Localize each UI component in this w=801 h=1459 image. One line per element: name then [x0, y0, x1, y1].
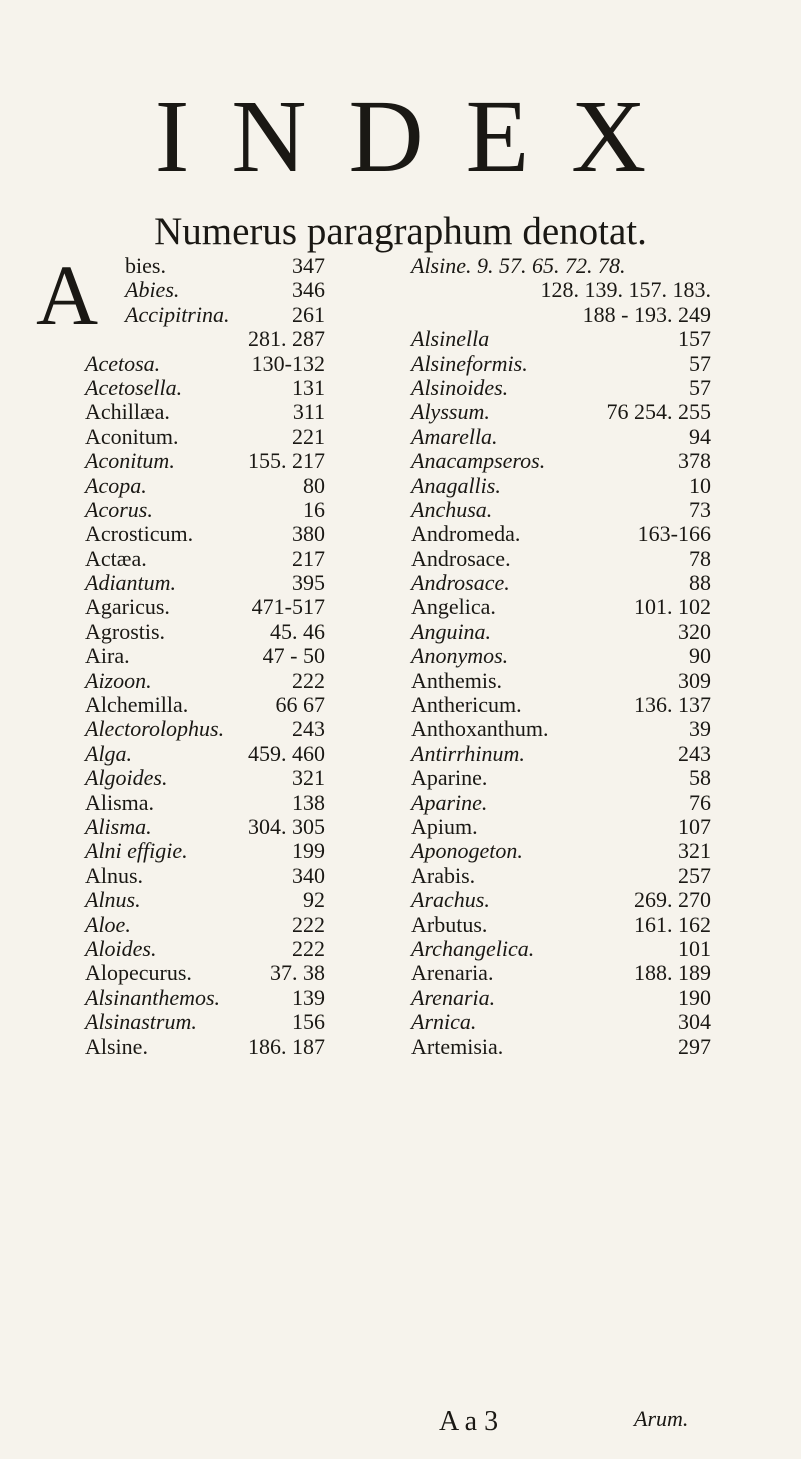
entry-term: bies.	[125, 253, 166, 278]
index-entry	[85, 864, 325, 888]
entry-term: Aponogeton.	[411, 838, 523, 864]
entry-paragraph-numbers: 136. 137	[634, 692, 711, 718]
entry-paragraph-numbers: 346	[292, 277, 325, 303]
index-entry	[85, 1035, 325, 1059]
entry-paragraph-numbers: 39	[689, 716, 711, 742]
entry-paragraph-numbers: 101. 102	[634, 594, 711, 620]
entry-term: Acrosticum.	[85, 521, 194, 547]
entry-term: Alsinastrum.	[85, 1009, 197, 1035]
index-entry	[85, 571, 325, 595]
entry-paragraph-numbers: 304. 305	[248, 813, 325, 839]
index-entry	[411, 644, 711, 668]
entry-term: Arabis.	[411, 862, 476, 888]
entry-term: Aira.	[85, 643, 130, 669]
index-entry	[85, 1010, 325, 1034]
index-entry	[411, 839, 711, 863]
entry-paragraph-numbers: 309	[678, 667, 711, 693]
entry-paragraph-numbers: 257	[678, 862, 711, 888]
entry-paragraph-numbers: 138	[292, 789, 325, 815]
entry-paragraph-numbers: 73	[689, 496, 711, 522]
entry-paragraph-numbers: 281. 287	[248, 326, 325, 352]
signature-mark: A a 3	[439, 1406, 499, 1437]
index-entry	[85, 547, 325, 571]
entry-term: Agaricus.	[85, 594, 170, 620]
entry-term: Anthericum.	[411, 692, 522, 718]
index-entry	[85, 742, 325, 766]
index-entry	[411, 986, 711, 1010]
entry-term: Arbutus.	[411, 911, 488, 937]
entry-term: Anonymos.	[411, 643, 509, 669]
entry-paragraph-numbers: 80	[303, 472, 325, 498]
entry-term: Alsineformis.	[411, 350, 528, 376]
entry-term: Alyssum.	[411, 399, 490, 425]
entry-term: Aloe.	[85, 911, 131, 937]
index-entry	[411, 595, 711, 619]
entry-paragraph-numbers: 130-132	[251, 350, 325, 376]
entry-paragraph-numbers: 243	[678, 740, 711, 766]
entry-term: Adiantum.	[85, 570, 177, 596]
index-entry	[411, 425, 711, 449]
entry-paragraph-numbers: 155. 217	[248, 448, 325, 474]
index-entry	[85, 498, 325, 522]
entry-term: Anthoxanthum.	[411, 716, 549, 742]
entry-paragraph-numbers: 88	[689, 570, 711, 596]
entry-term: Alopecurus.	[85, 960, 192, 986]
page-title: INDEX	[154, 79, 689, 194]
index-entry	[411, 352, 711, 376]
index-entry	[411, 1035, 711, 1059]
entry-term: Androsace.	[411, 570, 510, 596]
entry-paragraph-numbers: 269. 270	[634, 887, 711, 913]
entry-paragraph-numbers: 188 - 193. 249	[582, 301, 711, 327]
entry-term: Anthemis.	[411, 667, 503, 693]
entry-paragraph-numbers: 217	[292, 545, 325, 571]
index-entry	[85, 303, 325, 327]
index-entry	[411, 571, 711, 595]
entry-term: Aparine.	[411, 789, 488, 815]
entry-term: Angelica.	[411, 594, 496, 620]
entry-paragraph-numbers: 10	[689, 472, 711, 498]
entry-paragraph-numbers: 340	[292, 862, 325, 888]
index-entry	[85, 644, 325, 668]
index-entry	[411, 669, 711, 693]
index-entry	[85, 376, 325, 400]
index-entry	[411, 864, 711, 888]
entry-paragraph-numbers: 321	[292, 765, 325, 791]
index-column-right	[411, 254, 711, 1059]
index-entry	[85, 669, 325, 693]
entry-paragraph-numbers: 347	[292, 253, 325, 278]
entry-term: Acopa.	[85, 472, 147, 498]
index-entry	[85, 693, 325, 717]
entry-paragraph-numbers: 131	[292, 374, 325, 400]
index-entry	[85, 449, 325, 473]
entry-term: Aizoon.	[85, 667, 152, 693]
index-column-left	[85, 254, 325, 1059]
entry-paragraph-numbers: 378	[678, 448, 711, 474]
index-entry	[85, 815, 325, 839]
entry-paragraph-numbers: 128. 139. 157. 183.	[540, 277, 711, 303]
entry-paragraph-numbers: 261	[292, 301, 325, 327]
index-entry	[411, 474, 711, 498]
entry-paragraph-numbers: 311	[292, 399, 325, 425]
entry-paragraph-numbers: 222	[292, 667, 325, 693]
drop-capital: A	[36, 247, 99, 343]
entry-paragraph-numbers: 243	[292, 716, 325, 742]
index-entry	[85, 425, 325, 449]
entry-term: Arenaria.	[411, 960, 494, 986]
entry-paragraph-numbers: 297	[678, 1033, 711, 1059]
entry-paragraph-numbers: 76 254. 255	[606, 399, 711, 425]
index-entry	[411, 254, 711, 278]
entry-term: Artemisia.	[411, 1033, 504, 1059]
entry-paragraph-numbers: 161. 162	[634, 911, 711, 937]
index-entry	[411, 961, 711, 985]
entry-paragraph-numbers: 16	[303, 496, 325, 522]
entry-term: Alsinoides.	[411, 374, 509, 400]
index-entry	[411, 717, 711, 741]
entry-paragraph-numbers: 139	[292, 984, 325, 1010]
entry-paragraph-numbers: 221	[292, 423, 325, 449]
entry-term: Alnus.	[85, 887, 141, 913]
index-entry	[411, 278, 711, 302]
entry-term: Alsine.	[85, 1033, 148, 1059]
entry-paragraph-numbers: 163-166	[637, 521, 711, 547]
entry-term: Acetosella.	[85, 374, 183, 400]
entry-paragraph-numbers: 45. 46	[270, 618, 325, 644]
entry-paragraph-numbers: 471-517	[251, 594, 325, 620]
entry-term: Agrostis.	[85, 618, 166, 644]
entry-paragraph-numbers: 101	[678, 935, 711, 961]
index-entry	[411, 400, 711, 424]
entry-paragraph-numbers: 66 67	[275, 692, 325, 718]
index-entry	[85, 620, 325, 644]
entry-term: Anagallis.	[411, 472, 501, 498]
entry-term: Acorus.	[85, 496, 153, 522]
entry-term: Alnus.	[85, 862, 144, 888]
index-entry	[411, 913, 711, 937]
entry-paragraph-numbers: 199	[292, 838, 325, 864]
entry-term: Actæa.	[85, 545, 147, 571]
entry-paragraph-numbers: 222	[292, 935, 325, 961]
entry-paragraph-numbers: 76	[689, 789, 711, 815]
entry-paragraph-numbers: 380	[292, 521, 325, 547]
entry-term: Alga.	[85, 740, 133, 766]
entry-term: Anchusa.	[411, 496, 493, 522]
index-entry	[85, 595, 325, 619]
index-entry	[411, 327, 711, 351]
entry-paragraph-numbers: 188. 189	[634, 960, 711, 986]
entry-paragraph-numbers: 222	[292, 911, 325, 937]
entry-term: Aconitum.	[85, 448, 175, 474]
entry-term: Aconitum.	[85, 423, 179, 449]
index-entry	[85, 254, 325, 278]
index-entry	[85, 839, 325, 863]
index-entry	[85, 961, 325, 985]
entry-paragraph-numbers: 57	[689, 374, 711, 400]
index-entry	[85, 474, 325, 498]
index-entry	[411, 791, 711, 815]
index-entry	[411, 742, 711, 766]
entry-term: Algoides.	[85, 765, 168, 791]
entry-term: Alchemilla.	[85, 692, 189, 718]
entry-paragraph-numbers: 90	[689, 643, 711, 669]
entry-term: Antirrhinum.	[411, 740, 525, 766]
entry-term: Arachus.	[411, 887, 490, 913]
index-entry	[85, 986, 325, 1010]
index-entry	[411, 376, 711, 400]
entry-paragraph-numbers: 186. 187	[248, 1033, 325, 1059]
index-entry	[85, 522, 325, 546]
index-entry	[85, 937, 325, 961]
entry-paragraph-numbers: 47 - 50	[262, 643, 325, 669]
entry-paragraph-numbers: 57	[689, 350, 711, 376]
entry-term: Anacampseros.	[411, 448, 546, 474]
entry-term: Alni effigie.	[85, 838, 188, 864]
index-entry	[411, 766, 711, 790]
entry-term: Amarella.	[411, 423, 498, 449]
entry-term: Alisma.	[85, 813, 152, 839]
entry-paragraph-numbers: 320	[678, 618, 711, 644]
index-entry	[411, 815, 711, 839]
entry-term: Apium.	[411, 813, 478, 839]
index-entry	[411, 1010, 711, 1034]
index-entry	[411, 522, 711, 546]
index-entry	[85, 352, 325, 376]
entry-term: Acetosa.	[85, 350, 161, 376]
entry-paragraph-numbers: 156	[292, 1009, 325, 1035]
index-entry	[411, 449, 711, 473]
index-entry	[411, 303, 711, 327]
entry-paragraph-numbers: 107	[678, 813, 711, 839]
entry-term: Alsinanthemos.	[85, 984, 221, 1010]
entry-term: Accipitrina.	[125, 301, 230, 327]
entry-term: Abies.	[125, 277, 180, 303]
entry-term: Alisma.	[85, 789, 155, 815]
index-entry	[411, 498, 711, 522]
index-entry	[85, 913, 325, 937]
catchword: Arum.	[634, 1406, 689, 1431]
entry-term: Arnica.	[411, 1009, 477, 1035]
entry-term: Alectorolophus.	[85, 716, 225, 742]
entry-paragraph-numbers: 190	[678, 984, 711, 1010]
index-entry	[411, 888, 711, 912]
entry-term: Alsinella	[411, 326, 490, 352]
entry-term: Achillæa.	[85, 399, 170, 425]
index-entry	[85, 327, 325, 351]
index-entry	[411, 620, 711, 644]
index-entry	[85, 717, 325, 741]
entry-paragraph-numbers: 395	[292, 570, 325, 596]
page-subtitle: Numerus paragraphum denotat.	[154, 210, 647, 253]
entry-paragraph-numbers: 78	[689, 545, 711, 571]
entry-term: Androsace.	[411, 545, 511, 571]
entry-term: Andromeda.	[411, 521, 521, 547]
entry-term: Archangelica.	[411, 935, 535, 961]
entry-paragraph-numbers: 321	[678, 838, 711, 864]
entry-paragraph-numbers: 157	[678, 326, 711, 352]
index-entry	[85, 791, 325, 815]
index-entry	[411, 693, 711, 717]
entry-term: Anguina.	[411, 618, 492, 644]
index-entry	[411, 937, 711, 961]
entry-paragraph-numbers: 92	[303, 887, 325, 913]
entry-paragraph-numbers: 459. 460	[248, 740, 325, 766]
index-entry	[411, 547, 711, 571]
index-entry	[85, 766, 325, 790]
entry-paragraph-numbers: 58	[689, 765, 711, 791]
entry-term: Aparine.	[411, 765, 488, 791]
index-entry	[85, 400, 325, 424]
entry-term: Aloides.	[85, 935, 157, 961]
index-entry	[85, 888, 325, 912]
entry-paragraph-numbers: 37. 38	[270, 960, 325, 986]
entry-paragraph-numbers: 304	[678, 1009, 711, 1035]
entry-paragraph-numbers: 94	[689, 423, 711, 449]
entry-term: Alsine. 9. 57. 65. 72. 78.	[411, 253, 626, 278]
index-entry	[85, 278, 325, 302]
entry-term: Arenaria.	[411, 984, 496, 1010]
